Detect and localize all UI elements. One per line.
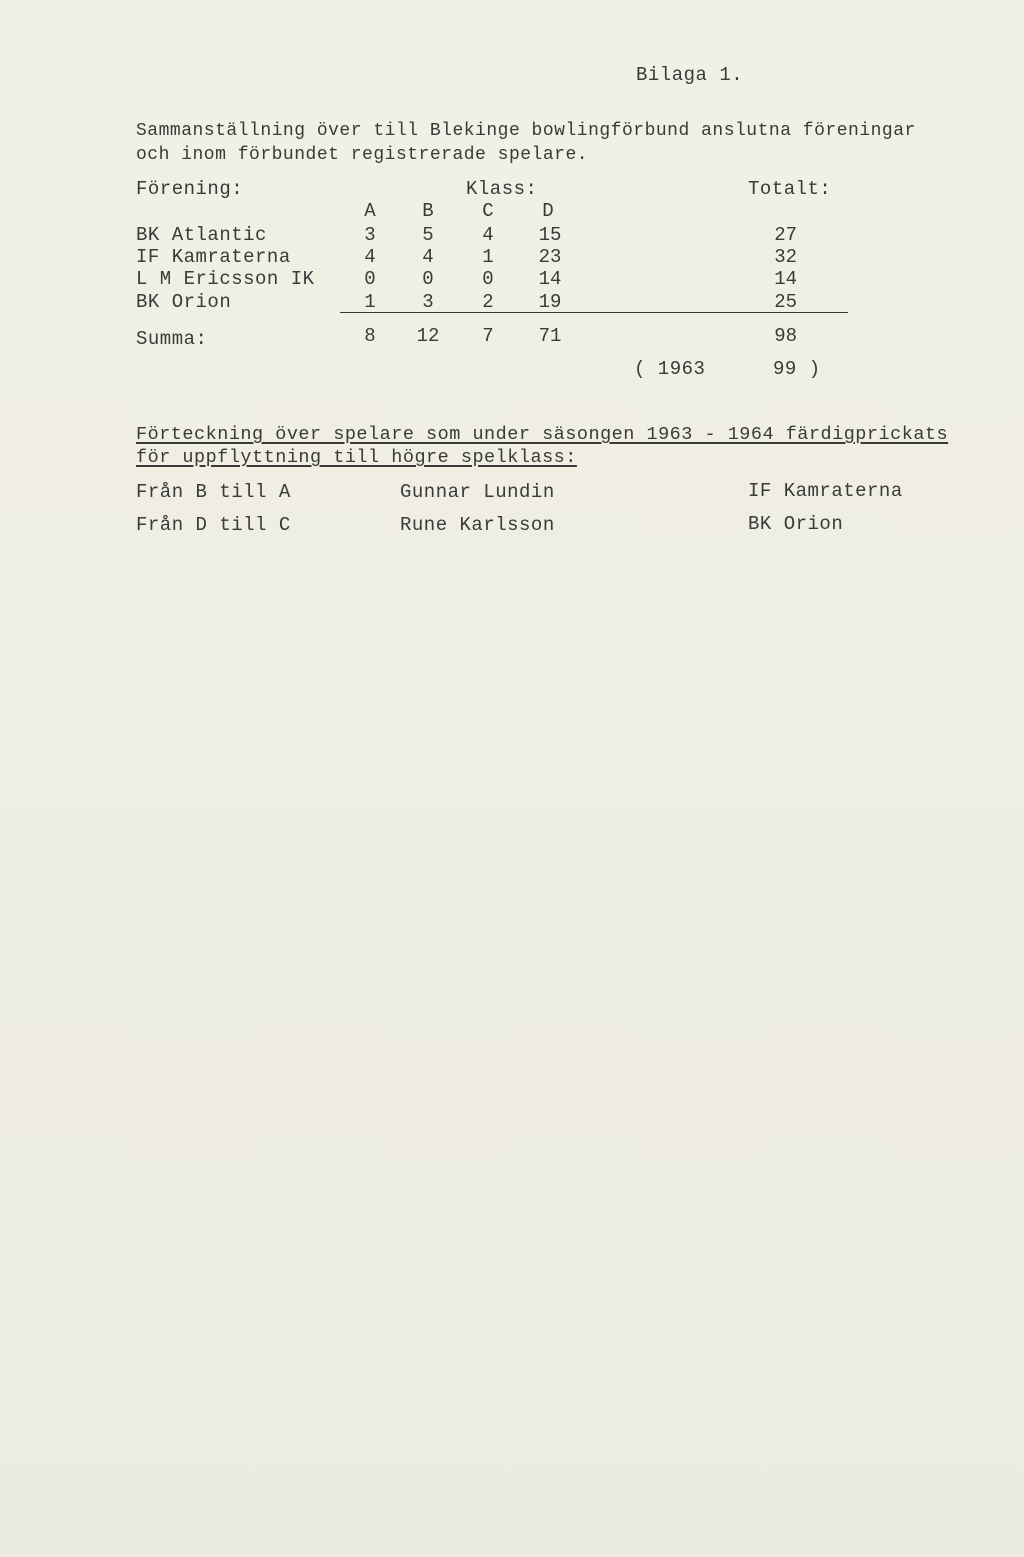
total-column-header: Totalt:	[748, 178, 832, 200]
table-row-club: IF Kamraterna	[136, 246, 291, 268]
promotion-player: Gunnar Lundin	[400, 481, 555, 503]
class-col-b: B	[422, 200, 434, 222]
promotions-heading-2: för uppflyttning till högre spelklass:	[136, 447, 577, 468]
prev-year-open: ( 1963	[634, 358, 706, 380]
attachment-label: Bilaga 1.	[636, 64, 744, 86]
table-row-club: BK Atlantic	[136, 224, 267, 246]
table-cell-total: 32	[774, 246, 797, 268]
sum-cell-b: 12	[416, 325, 440, 347]
club-column-header: Förening:	[136, 178, 244, 200]
table-cell-b: 0	[422, 268, 434, 290]
table-cell-d: 19	[538, 291, 562, 313]
intro-line-2: och inom förbundet registrerade spelare.	[136, 145, 589, 165]
table-cell-b: 4	[422, 246, 434, 268]
table-cell-c: 2	[482, 291, 494, 313]
table-cell-b: 5	[422, 224, 434, 246]
sum-rule	[340, 312, 848, 313]
prev-year-close: 99 )	[773, 358, 821, 380]
table-cell-c: 0	[482, 268, 494, 290]
sum-cell-total: 98	[774, 325, 797, 347]
table-cell-c: 4	[482, 224, 494, 246]
table-cell-c: 1	[482, 246, 494, 268]
promotion-club: BK Orion	[748, 513, 844, 535]
sum-cell-c: 7	[482, 325, 494, 347]
table-cell-a: 4	[364, 246, 376, 268]
table-cell-d: 15	[538, 224, 562, 246]
sum-cell-d: 71	[538, 325, 562, 347]
promotion-move: Från B till A	[136, 481, 291, 503]
table-cell-a: 1	[364, 291, 376, 313]
class-col-a: A	[364, 200, 376, 222]
table-row-club: BK Orion	[136, 291, 232, 313]
sum-label: Summa:	[136, 328, 208, 350]
promotions-heading-1: Förteckning över spelare som under säsongen 1963 - 1964 färdigprickats	[136, 424, 949, 445]
class-col-d: D	[542, 200, 554, 222]
promotion-player: Rune Karlsson	[400, 514, 555, 536]
table-cell-total: 25	[774, 291, 797, 313]
intro-line-1: Sammanställning över till Blekinge bowlingförbund anslutna föreningar	[136, 121, 916, 141]
table-cell-d: 23	[538, 246, 562, 268]
table-cell-b: 3	[422, 291, 434, 313]
table-cell-a: 0	[364, 268, 376, 290]
table-cell-d: 14	[538, 268, 562, 290]
table-cell-a: 3	[364, 224, 376, 246]
promotion-move: Från D till C	[136, 514, 291, 536]
class-col-c: C	[482, 200, 494, 222]
table-cell-total: 27	[774, 224, 797, 246]
table-row-club: L M Ericsson IK	[136, 268, 315, 290]
promotion-club: IF Kamraterna	[748, 480, 903, 502]
class-column-header: Klass:	[466, 178, 538, 200]
sum-cell-a: 8	[364, 325, 376, 347]
table-cell-total: 14	[774, 268, 797, 290]
